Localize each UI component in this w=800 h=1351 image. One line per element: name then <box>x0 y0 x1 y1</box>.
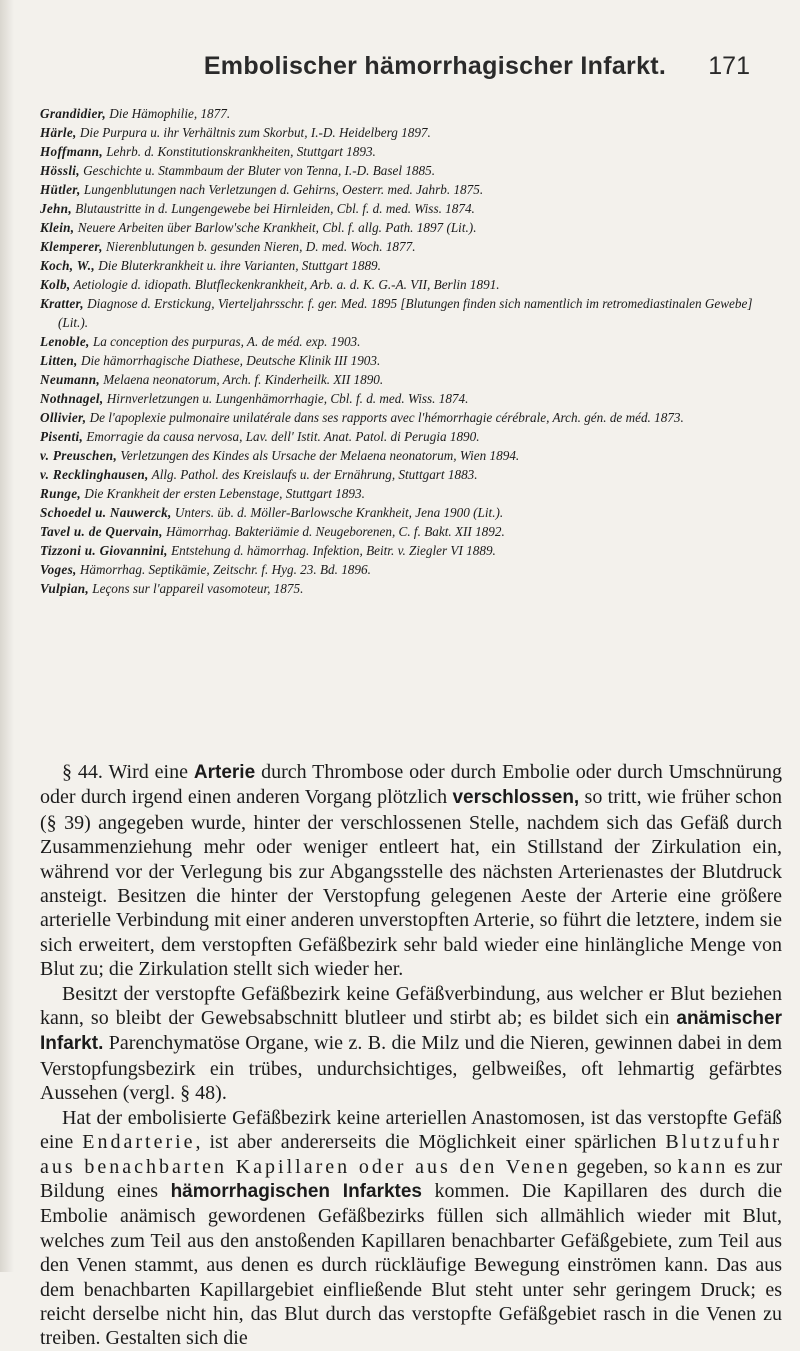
reference-item <box>40 522 782 541</box>
reference-item <box>40 104 782 123</box>
reference-item <box>40 199 782 218</box>
reference-title: Blutaustritte in d. Lungengewebe bei Hirnleiden, Cbl. f. d. med. Wiss. 1874. <box>71 201 475 216</box>
reference-title: Hämorrhag. Bakteriämie d. Neugeborenen, C. f. Bakt. XII 1892. <box>162 524 505 539</box>
reference-item <box>40 579 782 598</box>
reference-author: Vulpian, <box>40 581 89 596</box>
reference-author: Klein, <box>40 220 75 235</box>
reference-author: Lenoble, <box>40 334 90 349</box>
reference-author: v. Preuschen, <box>40 448 118 463</box>
emphasis-anaemischer-infarkt: anämischer Infarkt. <box>40 1008 782 1055</box>
reference-title: Melaena neonatorum, Arch. f. Kinderheilk. XII 1890. <box>99 372 384 387</box>
paragraph-haemorrhagic-infarct <box>40 1106 782 1351</box>
section-text: § 44. Wird eine <box>62 761 194 783</box>
emphasis-haemorrhagischen-infarktes: hämorrhagischen Infarktes <box>170 1180 423 1202</box>
reference-author: Tavel u. de Quervain, <box>40 524 163 539</box>
reference-title: Nierenblutungen b. gesunden Nieren, D. med. Woch. 1877. <box>102 239 416 254</box>
reference-item <box>40 218 782 237</box>
reference-title: Entstehung d. hämorrhag. Infektion, Beitr. v. Ziegler VI 1889. <box>167 543 496 558</box>
paragraph-text: Hat der embolisierte Gefäßbezirk keine arteriellen Anastomosen, ist das verstopfte Gefäß eine <box>40 1106 782 1154</box>
reference-title: Unters. üb. d. Möller-Barlowsche Krankheit, Jena 1900 (Lit.). <box>171 505 504 520</box>
emphasis-arterie: Arterie <box>193 762 256 783</box>
reference-item <box>40 427 782 446</box>
reference-author: Voges, <box>40 562 77 577</box>
reference-title: Die Purpura u. ihr Verhältnis zum Skorbut, I.-D. Heidelberg 1897. <box>76 125 431 140</box>
body-text <box>40 760 782 1351</box>
reference-item <box>40 484 782 503</box>
reference-author: Neumann, <box>40 372 100 387</box>
reference-title: Verletzungen des Kindes als Ursache der Melaena neonatorum, Wien 1894. <box>117 448 520 463</box>
paragraph-text: durch Thrombose oder durch Embolie oder durch Umschnürung oder durch irgend einen anderen Vorgang plötzlich <box>40 761 782 809</box>
paragraph-44 <box>40 760 782 982</box>
reference-author: Schoedel u. Nauwerck, <box>40 505 172 520</box>
reference-item <box>40 465 782 484</box>
reference-item <box>40 541 782 560</box>
reference-author: Nothnagel, <box>40 391 104 406</box>
paragraph-text: Besitzt der verstopfte Gefäßbezirk keine Gefäßverbindung, aus welcher er Blut beziehen kann, so bleibt der Gewebsabschnitt blutleer und stirbt ab; es bildet sich ein <box>40 982 782 1030</box>
page-header <box>120 52 750 86</box>
reference-item <box>40 180 782 199</box>
reference-item <box>40 370 782 389</box>
reference-item <box>40 389 782 408</box>
reference-title: Diagnose d. Erstickung, Vierteljahrsschr. f. ger. Med. 1895 [Blutungen finden sich namentlich im retromediastinalen Gewebe] (Lit.). <box>58 296 753 330</box>
reference-author: Ollivier, <box>40 410 87 425</box>
reference-author: v. Recklinghausen, <box>40 467 149 482</box>
reference-item <box>40 123 782 142</box>
reference-title: Hämorrhag. Septikämie, Zeitschr. f. Hyg. 23. Bd. 1896. <box>76 562 371 577</box>
reference-title: Lungenblutungen nach Verletzungen d. Gehirns, Oesterr. med. Jahrb. 1875. <box>80 182 484 197</box>
reference-item <box>40 332 782 351</box>
reference-author: Hoffmann, <box>40 144 103 159</box>
paragraph-text: es zur Bildung eines <box>40 1155 783 1202</box>
paragraph-text: , ist aber andererseits die Möglichkeit einer spärlichen <box>195 1131 666 1154</box>
reference-title: Leçons sur l'appareil vasomoteur, 1875. <box>88 581 304 596</box>
page-gutter-shadow <box>0 0 14 1272</box>
reference-title: Die Hämophilie, 1877. <box>105 106 231 121</box>
reference-item <box>40 256 782 275</box>
reference-title: Emorragie da causa nervosa, Lav. dell' Istit. Anat. Patol. di Perugia 1890. <box>83 429 480 444</box>
reference-title: La conception des purpuras, A. de méd. exp. 1903. <box>89 334 361 349</box>
reference-item <box>40 351 782 370</box>
spaced-blutzufuhr: Blutzufuhr aus benachbarten Kapillaren oder aus den Venen <box>40 1131 782 1178</box>
reference-title: Geschichte u. Stammbaum der Bluter von Tenna, I.-D. Basel 1885. <box>79 163 435 178</box>
paragraph-text: kommen. Die Kapillaren des durch die Embolie anämisch gewordenen Gefäßbezirks füllen sich allmählich wieder mit Blut, welches zum Teil aus den anstoßenden Kapillaren benachbarter Gefäßgebiete, zum Teil aus den Venen stammt, aus denen es durch rückläufige Bewegung einströmen kann. Das aus dem benachbarten Kapillargebiet einfließende Blut steht unter sehr geringem Druck; es reicht derselbe nicht hin, das Blut durch das verstopfte Gefäßgebiet rasch in die Venen zu treiben. Gestalten sich die <box>40 1179 783 1350</box>
reference-title: Die Bluterkrankheit u. ihre Varianten, Stuttgart 1889. <box>94 258 381 273</box>
paragraph-text: gegeben, so <box>570 1155 678 1178</box>
reference-author: Runge, <box>40 486 82 501</box>
reference-author: Härle, <box>40 125 77 140</box>
reference-title: De l'apoplexie pulmonaire unilatérale dans ses rapports avec l'hémorrhagie cérébrale, Arch. gén. de méd. 1873. <box>86 410 684 425</box>
reference-title: Lehrb. d. Konstitutionskrankheiten, Stuttgart 1893. <box>102 144 376 159</box>
running-title: Embolischer hämorrhagischer Infarkt. <box>203 52 667 80</box>
reference-title: Die hämorrhagische Diathese, Deutsche Klinik III 1903. <box>77 353 381 368</box>
spaced-kann: kann <box>677 1155 729 1178</box>
reference-item <box>40 503 782 522</box>
reference-author: Klemperer, <box>40 239 103 254</box>
reference-author: Tizzoni u. Giovannini, <box>40 543 168 558</box>
reference-title: Neuere Arbeiten über Barlow'sche Krankheit, Cbl. f. allg. Path. 1897 (Lit.). <box>74 220 477 235</box>
reference-item <box>40 237 782 256</box>
reference-title: Allg. Pathol. des Kreislaufs u. der Ernährung, Stuttgart 1883. <box>148 467 478 482</box>
reference-title: Aetiologie d. idiopath. Blutfleckenkrankheit, Arb. a. d. K. G.-A. VII, Berlin 1891. <box>70 277 500 292</box>
paragraph-text: so tritt, wie früher schon (§ 39) angegeben wurde, hinter der verschlossenen Stelle, nachdem sich das Gefäß durch Zusammenziehung mehr oder weniger entleert hat, ein Stillstand der Zirkulation ein, während vor der Verlegung bis zur Abgangsstelle des nächsten Arterienastes der Blutdruck ansteigt. Besitzen die hinter der Verstopfung gelegenen Aeste der Arterie eine größere arterielle Verbindung mit einer anderen unverstopften Arterie, so führt die letztere, indem sie sich erweitert, dem verstopften Gefäßbezirk sehr bald wieder eine hinlängliche Menge von Blut zu; die Zirkulation stellt sich wieder her. <box>40 786 782 981</box>
paragraph-text: Parenchymatöse Organe, wie z. B. die Milz und die Nieren, gewinnen dabei in dem Verstopfungsbezirk ein trübes, undurchsichtiges, gelbweißes, oft lehmartig gefärbtes Aussehen (vergl. § 48). <box>40 1032 782 1105</box>
spaced-endarterie: Endarterie <box>82 1131 196 1154</box>
reference-author: Koch, W., <box>40 258 95 273</box>
reference-author: Kolb, <box>40 277 71 292</box>
reference-author: Litten, <box>40 353 78 368</box>
reference-item <box>40 275 782 294</box>
reference-author: Pisenti, <box>40 429 84 444</box>
reference-title: Hirnverletzungen u. Lungenhämorrhagie, Cbl. f. d. med. Wiss. 1874. <box>103 391 469 406</box>
reference-author: Grandidier, <box>40 106 106 121</box>
paragraph-anaemic-infarct <box>40 982 782 1106</box>
reference-title: Die Krankheit der ersten Lebenstage, Stuttgart 1893. <box>81 486 365 501</box>
reference-item <box>40 560 782 579</box>
reference-item <box>40 446 782 465</box>
reference-author: Hössli, <box>40 163 80 178</box>
page-number: 171 <box>708 52 750 80</box>
reference-author: Hütler, <box>40 182 81 197</box>
reference-item <box>40 294 782 332</box>
reference-author: Jehn, <box>40 201 72 216</box>
reference-item <box>40 408 782 427</box>
reference-author: Kratter, <box>40 296 84 311</box>
reference-list <box>40 104 782 598</box>
emphasis-verschlossen: verschlossen, <box>452 787 580 809</box>
reference-item <box>40 142 782 161</box>
reference-item <box>40 161 782 180</box>
